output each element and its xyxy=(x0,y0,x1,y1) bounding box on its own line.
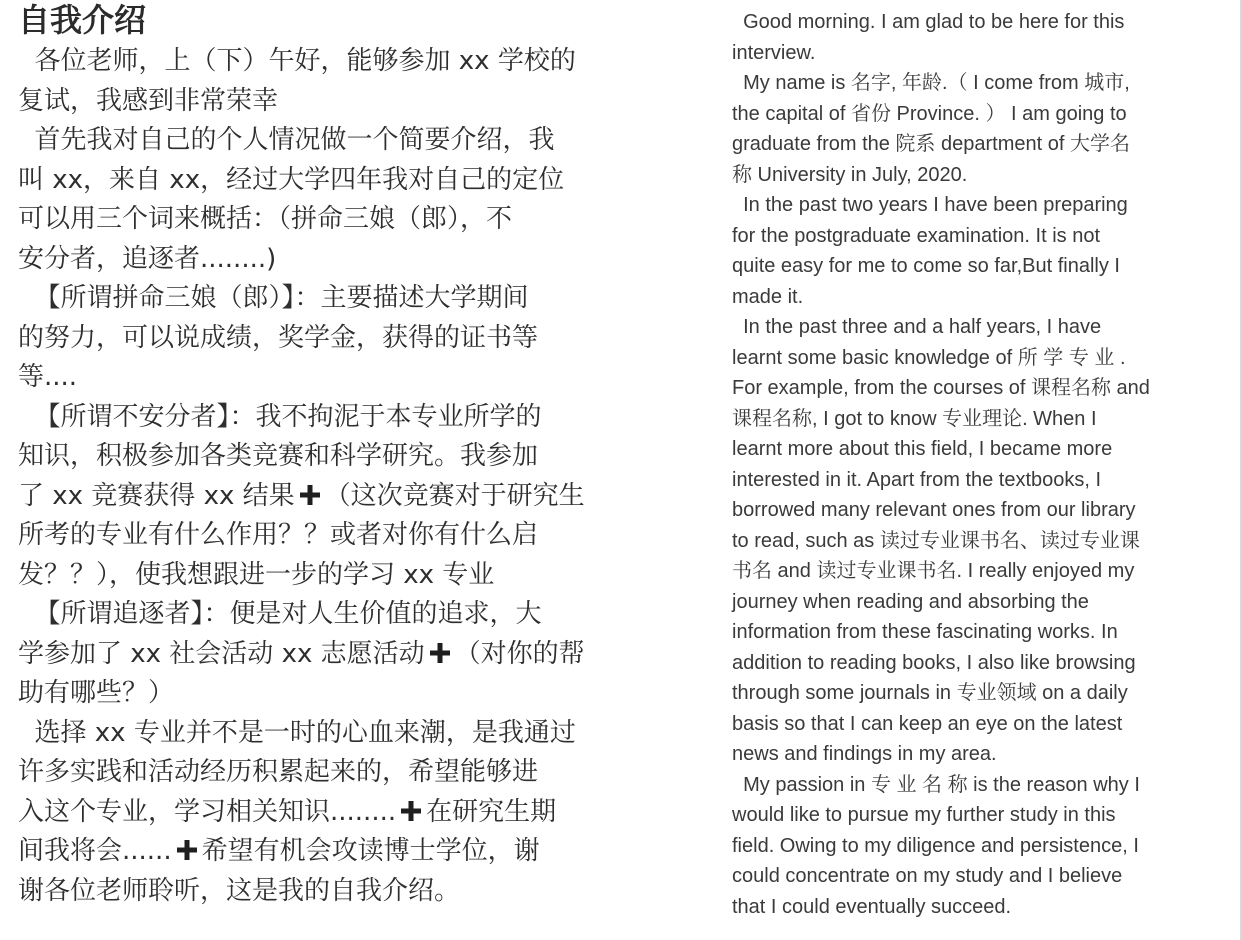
english-text-line: In the past two years I have been preparing xyxy=(732,194,1128,216)
chinese-text-line xyxy=(18,240,618,280)
chinese-text-segment: 学参加了 xx 社会活动 xx 志愿活动 xyxy=(18,638,425,669)
chinese-text-segment: 谢各位老师聆听，这是我的自我介绍。 xyxy=(18,875,461,906)
english-text-line: learnt more about this field, I became more xyxy=(732,438,1113,460)
chinese-text-line xyxy=(18,121,618,161)
chinese-text-line xyxy=(18,319,618,359)
english-text-line: addition to reading books, I also like browsing xyxy=(732,651,1136,674)
chinese-text-segment: 知识，积极参加各类竞赛和科学研究。我参加 xyxy=(18,441,539,471)
chinese-text-segment: 希望有机会攻读博士学位，谢 xyxy=(201,836,540,866)
english-self-introduction-panel xyxy=(712,0,1242,940)
chinese-text-segment: 的努力，可以说成绩，奖学金，获得的证书等 xyxy=(18,322,539,353)
chinese-text-line xyxy=(18,161,618,201)
plus-icon xyxy=(176,839,198,861)
chinese-text-segment: 了 xx 竞赛获得 xx 结果 xyxy=(18,480,295,511)
chinese-text-line xyxy=(18,516,618,556)
chinese-text-line xyxy=(18,753,618,793)
chinese-text-line xyxy=(18,358,618,398)
chinese-text-segment: 间我将会...... xyxy=(18,836,172,866)
english-text-line: that I could eventually succeed. xyxy=(732,895,1012,918)
chinese-text-segment: 【所谓不安分者】：我不拘泥于本专业所学的 xyxy=(18,401,542,432)
chinese-text-segment: （对你的帮 xyxy=(454,638,585,669)
chinese-text-segment: （这次竞赛对于研究生 xyxy=(324,480,585,511)
plus-icon xyxy=(400,800,422,822)
english-text-line: My passion in 专 业 名 称 is the reason why I xyxy=(732,773,1140,796)
english-text-line: Good morning. I am glad to be here for this xyxy=(732,11,1125,33)
chinese-text-segment: 【所谓追逐者】：便是对人生价值的追求，大 xyxy=(18,599,542,629)
english-text-line: 书名 and 读过专业课书名. I really enjoyed my xyxy=(732,560,1135,582)
chinese-text-segment: 所考的专业有什么作用？？或者对你有什么启 xyxy=(18,520,539,550)
chinese-text-segment: 安分者，追逐者........) xyxy=(18,243,277,274)
chinese-text-body xyxy=(18,42,618,911)
chinese-text-segment: 首先我对自己的个人情况做一个简要介绍，我 xyxy=(18,125,555,155)
chinese-text-line xyxy=(18,398,618,438)
chinese-text-segment: 入这个专业，学习相关知识........ xyxy=(18,796,397,827)
chinese-text-segment: 许多实践和活动经历积累起来的，希望能够进 xyxy=(18,757,539,787)
english-text-body xyxy=(732,7,1212,922)
chinese-text-segment: 等.... xyxy=(18,362,78,392)
english-text-line: 称 University in July, 2020. xyxy=(732,163,968,186)
chinese-text-line xyxy=(18,674,618,714)
chinese-text-segment: 【所谓拼命三娘（郎）】：主要描述大学期间 xyxy=(18,283,529,313)
english-text-line: In the past three and a half years, I have xyxy=(732,316,1102,338)
english-text-line: for the postgraduate examination. It is not xyxy=(732,224,1100,247)
chinese-text-segment: 在研究生期 xyxy=(426,796,557,827)
chinese-text-segment: 各位老师，上（下）午好，能够参加 xx 学校的 xyxy=(18,46,576,76)
english-text-line: basis so that I can keep an eye on the latest xyxy=(732,712,1123,735)
chinese-text-line xyxy=(18,832,618,872)
chinese-self-introduction-panel xyxy=(0,0,620,940)
english-text-line: would like to pursue my further study in this xyxy=(732,804,1116,826)
chinese-text-line xyxy=(18,200,618,240)
english-text-line: could concentrate on my study and I believe xyxy=(732,865,1123,887)
english-text-line: field. Owing to my diligence and persistence, I xyxy=(732,834,1139,857)
chinese-text-segment: 助有哪些？） xyxy=(18,678,175,708)
chinese-text-line xyxy=(18,793,618,833)
chinese-text-line xyxy=(18,714,618,754)
english-text-line: interested in it. Apart from the textbooks, I xyxy=(732,468,1102,491)
chinese-text-line xyxy=(18,42,618,82)
plus-icon xyxy=(299,484,321,506)
english-text-line: borrowed many relevant ones from our library xyxy=(732,499,1136,521)
page-title: 自我介绍 xyxy=(18,1,147,39)
english-text-line: interview. xyxy=(732,41,816,64)
english-text-line: to read, such as 读过专业课书名、读过专业课 xyxy=(732,529,1140,552)
english-text-line: information from these fascinating works. In xyxy=(732,621,1118,643)
english-text-line: quite easy for me to come so far,But finally I xyxy=(732,255,1120,277)
chinese-text-line xyxy=(18,82,618,122)
english-text-line: journey when reading and absorbing the xyxy=(732,590,1089,613)
english-text-line: 课程名称, I got to know 专业理论. When I xyxy=(732,407,1097,430)
english-text-line: learnt some basic knowledge of 所 学 专 业 . xyxy=(732,346,1126,369)
english-text-line: graduate from the 院系 department of 大学名 xyxy=(732,133,1130,155)
chinese-text-segment: 选择 xx 专业并不是一时的心血来潮，是我通过 xyxy=(18,717,576,748)
english-text-line: made it. xyxy=(732,285,804,308)
chinese-text-line xyxy=(18,635,618,675)
chinese-text-segment: 复试，我感到非常荣幸 xyxy=(18,85,279,116)
chinese-text-line xyxy=(18,477,618,517)
chinese-text-segment: 发？？），使我想跟进一步的学习 xx 专业 xyxy=(18,559,495,590)
chinese-text-line xyxy=(18,279,618,319)
english-text-line: news and findings in my area. xyxy=(732,743,997,765)
chinese-text-line xyxy=(18,437,618,477)
chinese-text-segment: 可以用三个词来概括：（拼命三娘（郎），不 xyxy=(18,204,513,234)
english-text-line: the capital of 省份 Province. ） I am going to xyxy=(732,102,1127,125)
english-text-line: through some journals in 专业领域 on a daily xyxy=(732,682,1128,704)
plus-icon xyxy=(429,642,451,664)
chinese-text-segment: 叫 xx，来自 xx，经过大学四年我对自己的定位 xyxy=(18,164,565,195)
chinese-text-line xyxy=(18,595,618,635)
chinese-text-line xyxy=(18,872,618,912)
english-text-line: My name is 名字, 年龄.（ I come from 城市, xyxy=(732,72,1130,94)
english-text-line: For example, from the courses of 课程名称 and xyxy=(732,377,1150,399)
chinese-text-line xyxy=(18,556,618,596)
